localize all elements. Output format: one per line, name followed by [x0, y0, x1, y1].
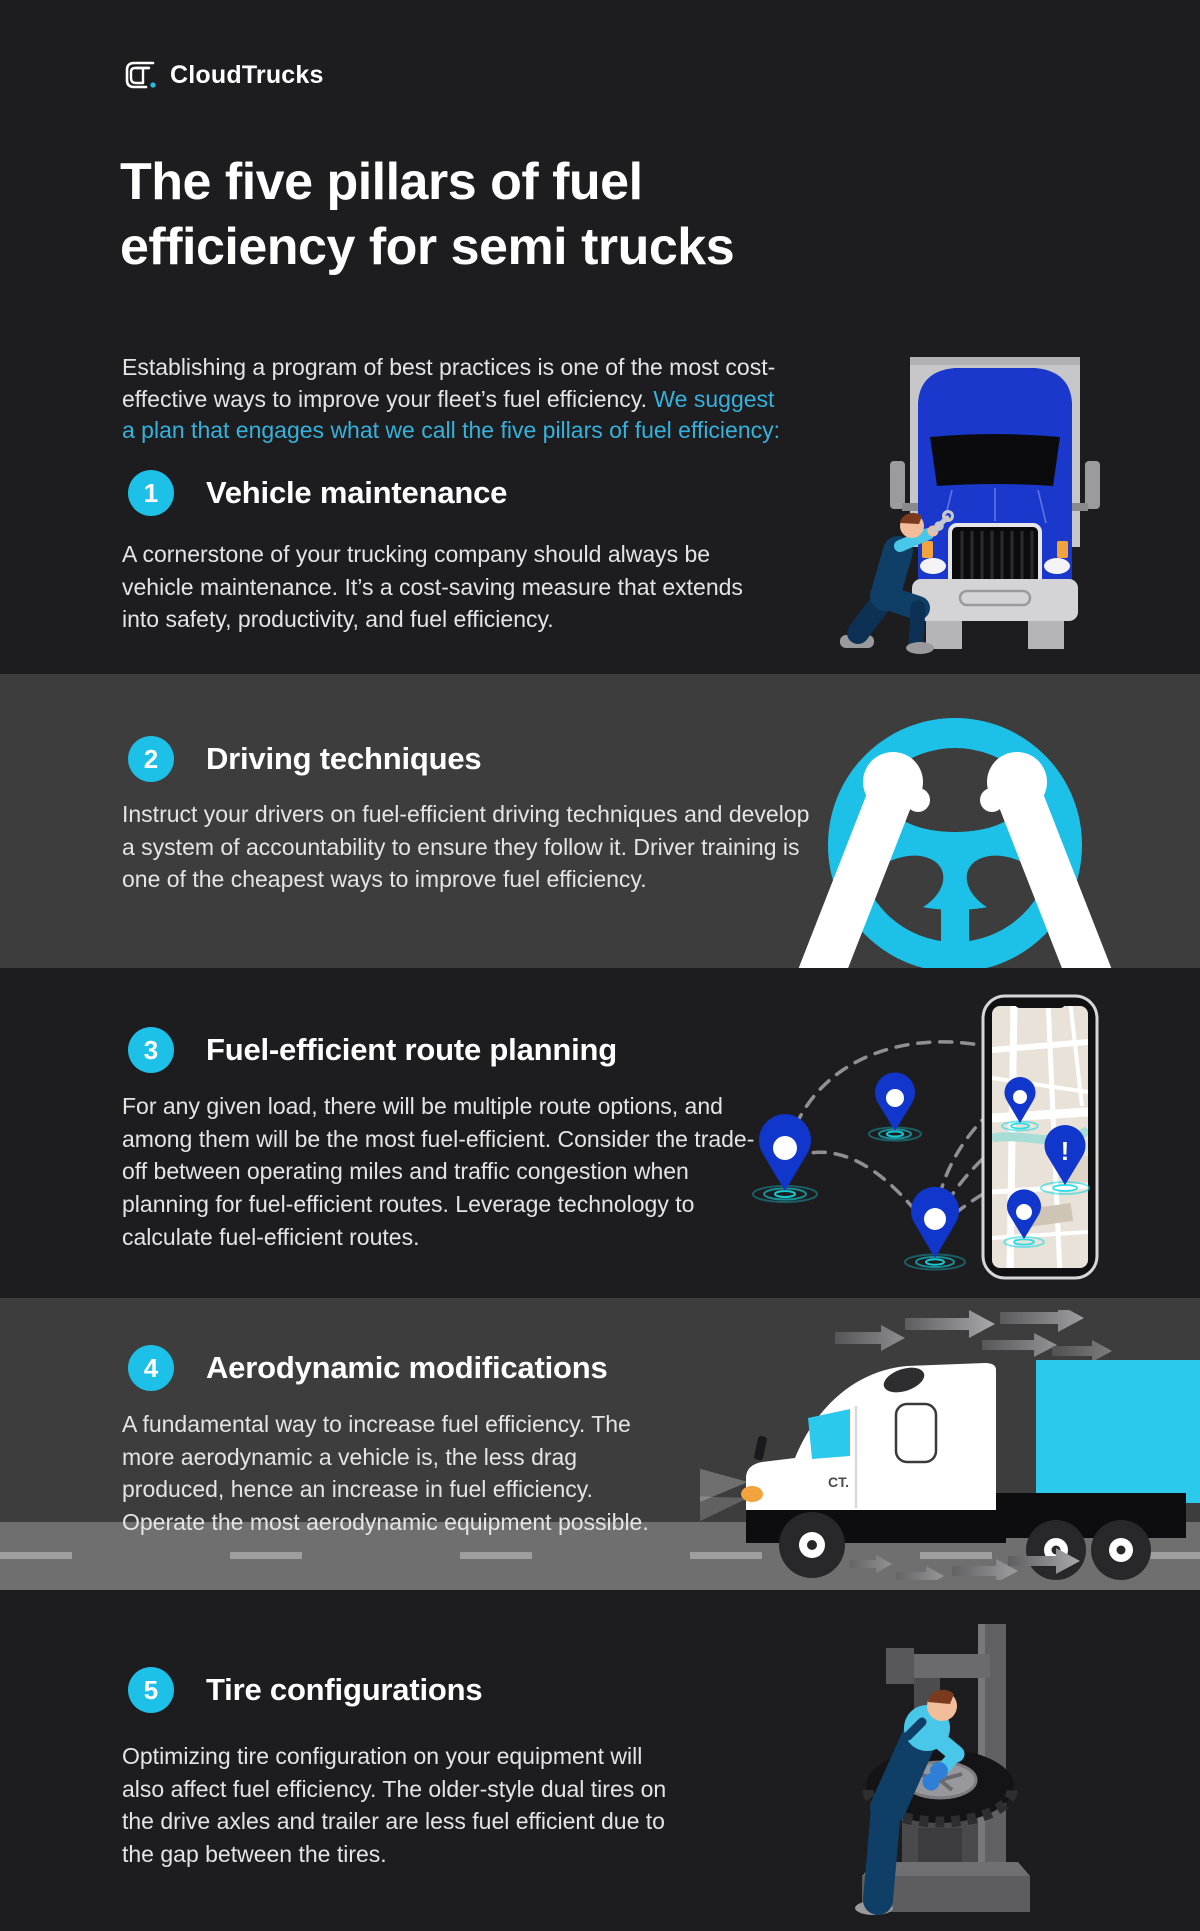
section-4-header — [128, 1345, 608, 1391]
truck-front-mechanic-illustration — [840, 345, 1150, 674]
step-1-badge: 1 — [128, 470, 174, 516]
section-1-header — [128, 470, 507, 516]
section-4-body: A fundamental way to increase fuel efficiency. The more aerodynamic a vehicle is, the less drag produced, hence an increase in fuel efficiency. Operate the most aerodynamic equipment possible. — [122, 1411, 649, 1535]
step-5-badge: 5 — [128, 1667, 174, 1713]
cloudtrucks-monogram-icon — [122, 56, 160, 94]
intro-paragraph — [122, 352, 782, 447]
section-1-title: Vehicle maintenance — [206, 475, 508, 510]
section-aerodynamic-modifications — [0, 1298, 1200, 1590]
smartphone-icon — [983, 996, 1097, 1278]
section-tire-configurations — [0, 1590, 1200, 1931]
section-driving-techniques — [0, 674, 1200, 968]
cloudtrucks-logo — [122, 56, 324, 94]
section-route-planning — [0, 968, 1200, 1298]
section-2-body: Instruct your drivers on fuel-efficient driving techniques and develop a system of accountability to ensure they follow it. Driver training is one of the cheapest ways to improve fuel efficiency. — [122, 801, 810, 893]
logo-dot — [150, 82, 155, 87]
svg-text:CT.: CT. — [828, 1474, 849, 1490]
steering-wheel-hands-illustration — [745, 710, 1165, 968]
svg-text:!: ! — [1060, 1136, 1070, 1166]
section-2-header — [128, 736, 481, 782]
airflow-arrows-top — [835, 1310, 1112, 1362]
brand-name: CloudTrucks — [170, 60, 324, 89]
page-title-line2: efficiency for semi trucks — [120, 218, 735, 276]
map-pin-icons — [753, 1072, 965, 1269]
intro-accent-text: We suggest a plan that engages what we call the five pillars of fuel efficiency: — [122, 385, 781, 444]
section-5-title: Tire configurations — [206, 1672, 483, 1707]
section-5-header — [128, 1667, 482, 1713]
page-title — [120, 150, 734, 280]
aerodynamic-truck-illustration — [700, 1310, 1200, 1580]
section-4-title: Aerodynamic modifications — [206, 1350, 608, 1385]
step-3-badge: 3 — [128, 1027, 174, 1073]
phone-map-route-illustration — [730, 986, 1100, 1286]
section-vehicle-maintenance — [0, 0, 1200, 674]
step-2-badge: 2 — [128, 736, 174, 782]
section-3-header — [128, 1027, 617, 1073]
section-3-title: Fuel-efficient route planning — [206, 1032, 617, 1067]
page-title-line1: The five pillars of fuel — [120, 153, 643, 211]
intro-text: Establishing a program of best practices is one of the most cost-effective ways to improve your fleet’s fuel efficiency. — [122, 354, 776, 412]
tire-machine-worker-illustration — [790, 1618, 1070, 1918]
section-1-body: A cornerstone of your trucking company should always be vehicle maintenance. It’s a cost-saving measure that extends into safety, productivity, and fuel efficiency. — [122, 541, 743, 633]
section-3-body: For any given load, there will be multiple route options, and among them will be the most fuel-efficient. Consider the trade-off between operating miles and traffic congestion when planning for fuel-efficient routes. Leverage technology to calculate fuel-efficient routes. — [122, 1093, 755, 1250]
section-2-title: Driving techniques — [206, 741, 482, 776]
section-5-body: Optimizing tire configuration on your equipment will also affect fuel efficiency. The older-style dual tires on the drive axles and trailer are less fuel efficient due to the gap between the tires. — [122, 1743, 667, 1867]
step-4-badge: 4 — [128, 1345, 174, 1391]
